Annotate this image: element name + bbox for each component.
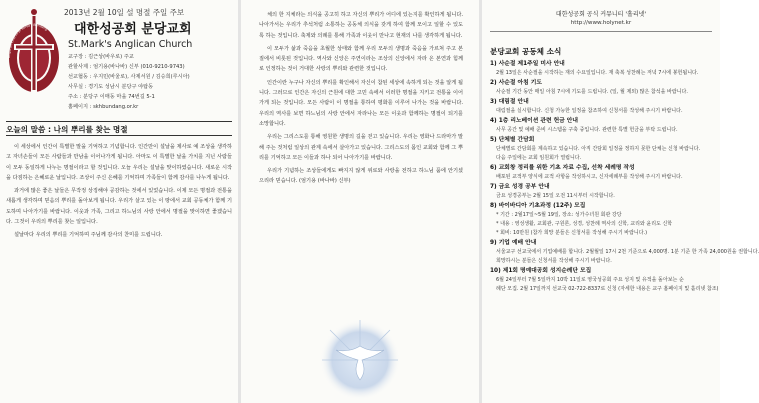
church-name-korean: 대한성공회 분당교회 [74, 22, 192, 37]
meditation-continued-body [259, 10, 463, 310]
news-item [490, 267, 719, 294]
info-line: 주소 : 분당구 이매동 마을 74번길 5-1 [68, 94, 155, 100]
church-name-english: St.Mark's Anglican Church [68, 39, 193, 50]
news-item [490, 202, 714, 238]
paragraph: 인간이란 누구나 자신의 뿌리를 확인해서 자신이 참된 세상에 속하게 되는 것을 알게 됩니다. 그러므로 인간은 자신의 근원에 대한 고민 속에서 이러한 명절을 지키고 전통을 이어가게 되는 것입니다. 모든 사람이 이 명절을 통하여 평화를 이루어 나가는 것을 바랍니다. 우리의 역사를 보면 하느님의 사랑 안에서 자라나는 모든 이웃과 함께하는 명절이 되기를 소망합니다. [259, 79, 463, 127]
divider-line [490, 31, 712, 32]
meditation-body [6, 142, 232, 398]
news-item-text: 사무 공간 및 예배 준비 시스템을 구축 중입니다. 관련한 특별 헌금을 부탁 드립니다. [496, 127, 678, 133]
news-item-heading: 2) 사순절 아침 기도 [490, 80, 542, 86]
paragraph: 우리는 그리스도를 통해 영원한 생명의 길을 걷고 있습니다. 우리는 영화나 드라마가 말해 주는 것처럼 일상의 관계 속에서 살아가고 있습니다. 그리스도의 몸인 교회와 함께 그 뿌리를 기억하고 모든 이들과 하나 되어 나아가기를 바랍니다. [259, 134, 463, 161]
community-news-panel [482, 0, 759, 403]
paragraph: 체의 한 지체라는 의식을 공고히 하고 자신의 뿌리가 어디에 있는지를 확인하게 됩니다. 나아가서는 우리가 추석처럼 소통하는 공동체 의식을 갖게 하여 함께 모이고 일할 수 있도록 하는 것입니다. 축제와 의례를 통해 가족과 이웃이 만나고 현재의 나를 생각하게 됩니다. [259, 12, 463, 39]
news-item-heading: 8) 바이바디아 기초과정 (12주) 모집 [490, 203, 586, 209]
news-item-text: * 회비: 10만원 (참가 희망 분들은 신청서를 작성해 주시기 바랍니다.) [496, 230, 648, 236]
news-item [490, 164, 714, 182]
news-item [490, 136, 714, 163]
paragraph: 우리가 기념하는 조상들에게도 빠지지 않게 위로와 사랑을 전하고 하느님 품에 안기셨으리라 믿습니다. (엄기용 (바나바) 신부) [259, 168, 463, 185]
dove-icon [318, 316, 402, 400]
info-line: 홈페이지 : skhbundang.or.kr [68, 104, 139, 110]
info-line: 사무실 : 경기도 성남시 분당구 야탑동 [68, 84, 154, 90]
news-item-text: 례단 모집. 2월 17일까지 선교국 02-722-8337로 신청 (자세한 내용은 교구 홈페이지 및 홀리넷 참조) [496, 286, 719, 292]
news-item-text: 금요 성경공부는 2월 15일 오전 11시부터 시작합니다. [496, 193, 615, 199]
news-item-text: 서울교구 선교국에서 기업예배를 합니다. 2월월일 17시 2천 기준으로 4,000명. 1분 기준 한 가족 24,000원을 권합니다. [496, 249, 759, 255]
news-item-text: 사순절 기간 동안 매일 아침 7시에 기도를 드립니다. (일, 월 제외) 많은 참석을 바랍니다. [496, 89, 688, 95]
news-item-heading: 10) 제1회 명예대공회 성지순례단 모집 [490, 268, 592, 274]
bulletin-cover-panel [0, 0, 238, 403]
news-item [490, 183, 714, 201]
news-item-text: 배포된 교적부 양식에 교적 사항을 작성하시고, 신자세례부를 작성해 주시기 바랍니다. [496, 174, 683, 180]
news-item [490, 117, 714, 135]
news-list [490, 60, 759, 295]
news-item-text: * 기간 : 2월17일~5월 19일, 장소: 성가수녀원 회관 강당 [496, 212, 622, 218]
news-item-heading: 1) 사순절 제1주일 미사 안내 [490, 61, 565, 67]
divider-line [6, 135, 232, 136]
meditation-title: 오늘의 말씀 : 나의 뿌리를 찾는 명절 [6, 125, 128, 134]
paragraph: 이 세상에서 인간이 특별한 말을 기억하고 기념합니다. 인간만이 설날을 제사로 예 조상을 생각하고 자녀손들이 모든 사람들과 만남을 이어나가게 됩니다. 아마도 이 특별한 날을 가치를 지닌 사람들이 모두 동일하게 나누는 명절이라고 할 것입니다. 오늘 우리는 설날을 맞이하였습니다. 새로운 시작을 다짐하는 은혜로운 날입니다. 조상이 주신 은혜를 기억하며 가족들이 함께 감사를 나누게 됩니다. [6, 144, 232, 181]
news-item-heading: 7) 금요 성경 공부 안내 [490, 184, 550, 190]
news-item-text: 2월 13일은 사순절을 시작하는 재의 수요일입니다. 재 축복 성찬례는 저녁 7시에 봉헌됩니다. [496, 70, 699, 76]
info-line: 선교협동 : 우지민(바울로), 사제서원 / 김승희(루시아) [68, 74, 190, 80]
news-item-heading: 6) 교회창 정리를 위한 기초 자료 수집, 선착 세례명 작성 [490, 165, 635, 171]
logo-ring-text: Anglican Church of Korea · Bundang [6, 22, 49, 59]
news-item-text: 6월 24일부터 7월 5일까지 10박 11일로 영국성공회 주요 성지 및 유적을 돌아보는 순 [496, 277, 684, 283]
church-logo-icon [6, 6, 62, 106]
news-item [490, 79, 714, 97]
news-item-heading: 9) 기업 예배 안내 [490, 240, 537, 246]
divider-line [6, 121, 232, 122]
news-item-heading: 4) 1층 리노베이션 관련 헌금 안내 [490, 118, 579, 124]
paragraph: 이 모두가 삶과 죽음을 초월한 상태와 함께 우리 모두의 생명과 죽음을 가르쳐 주고 본질에서 비롯된 것입니다. 역사와 신앙은 주연이라는 조상의 신앙에서 자라 온 본연과 힘께로 인정하는 것이 거대한 사랑의 뿌리와 관련한 것입니다. [259, 45, 463, 73]
info-line: 교구장 : 김근상(바우로) 주교 [68, 54, 134, 60]
news-item-text: 단체별로 간담회를 계속하고 있습니다. 아직 간담회 일정을 정하지 못한 단체는 신청 바랍니다. [496, 146, 701, 152]
news-item-text: 다음 주일에는 교회 임원회가 열립니다. [496, 155, 582, 161]
news-item-text: * 내용 : 영성생활, 교회관, 구원론, 성경, 성찬례 역사의 신학, 교리와 윤리도 신학 [496, 221, 673, 227]
news-item [490, 60, 714, 78]
news-item-text: 대림절을 실시합니다. 신청 가능한 일정을 참조하여 신청서를 작성해 주시기 바랍니다. [496, 108, 683, 114]
news-item [490, 98, 714, 116]
news-section-title: 분당교회 공동체 소식 [490, 47, 562, 56]
paragraph: 과거에 많은 좋은 날들은 무작정 상징해야 공감하는 것에서 있었습니다. 이제 모든 명절과 전통을 새롭게 생각하며 믿음의 뿌리를 돌아보게 됩니다. 우리가 살고 있는 이 땅에서 교회 공동체가 함께 기도하며 나아가기를 바랍니다. 이웃과 가족, 그리고 하느님의 사랑 안에서 명절을 맞이하면 좋겠습니다. 그것이 우리의 뿌리를 찾는 일입니다. [6, 188, 232, 226]
bulletin-date-line: 2013년 2월 10일 설 명절 주일 주보 [64, 8, 185, 17]
news-item-heading: 5) 단체별 간담회 [490, 137, 535, 143]
community-url: http://www.holynet.kr [570, 20, 632, 26]
paragraph: 설날마다 우리의 뿌리를 기억하며 주님께 감사의 찬미를 드립니다. [14, 232, 163, 239]
news-item [490, 239, 759, 266]
news-item-heading: 3) 대림절 안내 [490, 99, 529, 105]
church-info-block [68, 52, 234, 112]
news-item-text: 희망하시는 분들은 신청서를 작성해 주시기 바랍니다. [496, 258, 612, 264]
community-name: 대한성공회 공식 커뮤니티 '홀리넷' [555, 11, 647, 18]
info-line: 관할사제 : 엄기용(바나바) 신부 (010-9210-9743) [68, 64, 185, 70]
